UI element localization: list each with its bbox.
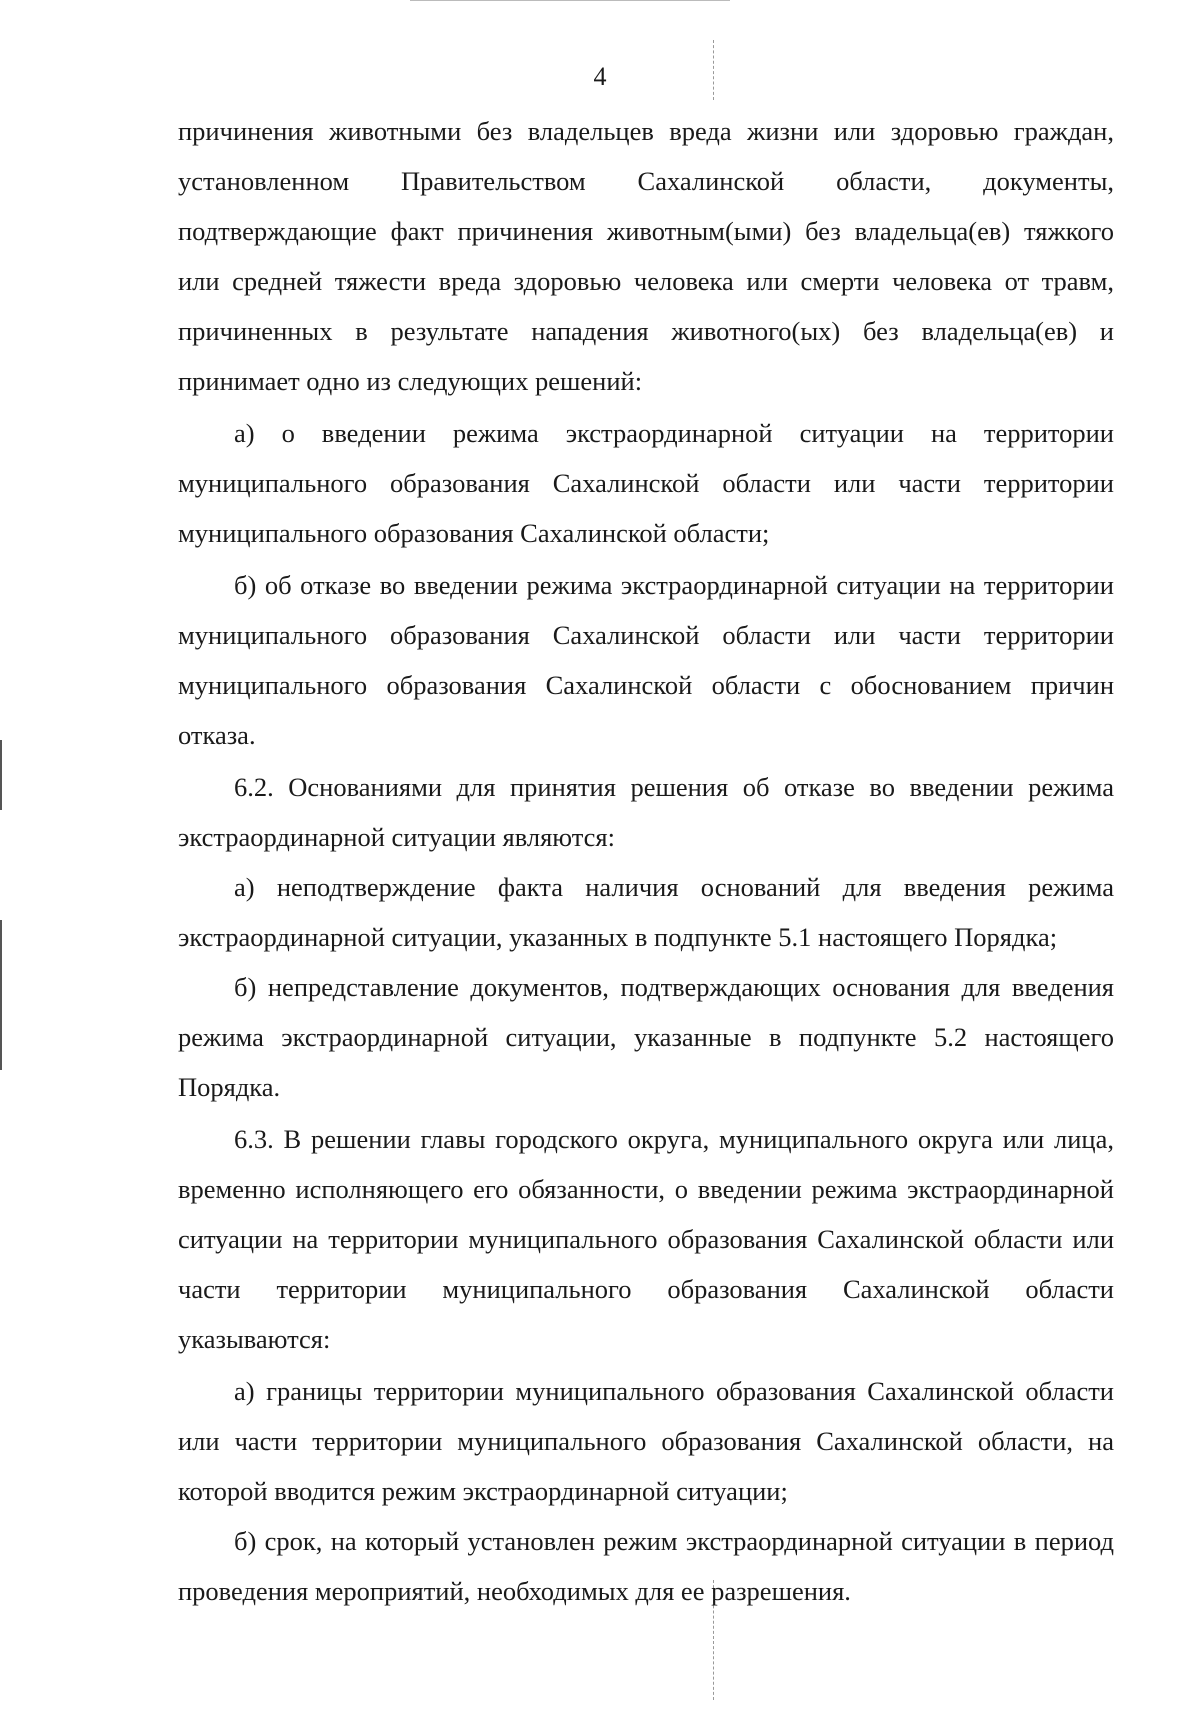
paragraph-item-a: а) о введении режима экстраординарной ситуации на территории муниципального образования Сахалинской области или части территории муниципального образования Сахалинской области; [178,418,1114,548]
paragraph-6-2-item-b: б) непредставление документов, подтверждающих основания для введения режима экстраординарной ситуации, указанные в подпункте 5.2 настоящего Порядка. [178,972,1114,1102]
paragraph-6-3-item-b: б) срок, на который установлен режим экстраординарной ситуации в период проведения мероприятий, необходимых для ее разрешения. [178,1526,1114,1606]
paragraph-6-2: 6.2. Основаниями для принятия решения об отказе во введении режима экстраординарной ситуации являются: [178,772,1114,852]
paragraph-continuation: причинения животными без владельцев вреда жизни или здоровью граждан, установленном Правительством Сахалинской области, документы, подтверждающие факт причинения животным(ыми) без владельца(ев) тяжкого или средней тяжести вреда здоровью человека или смерти человека от травм, причиненных в результате нападения животного(ых) без владельца(ев) и принимает одно из следующих решений: [178,116,1114,396]
scan-edge-mark [0,740,2,810]
paragraph-6-2-item-a: а) неподтверждение факта наличия оснований для введения режима экстраординарной ситуации, указанных в подпункте 5.1 настоящего Порядка; [178,872,1114,952]
paragraph-6-3-item-a: а) границы территории муниципального образования Сахалинской области или части территории муниципального образования Сахалинской области, на которой вводится режим экстраординарной ситуации; [178,1376,1114,1506]
scan-edge-mark [0,920,2,1070]
page-number: 4 [593,62,607,91]
paragraph-6-3: 6.3. В решении главы городского округа, муниципального округа или лица, временно исполняющего его обязанности, о введении режима экстраординарной ситуации на территории муниципального образования Сахалинской области или части территории муниципального образования Сахалинской области указываются: [178,1124,1114,1354]
document-body [178,106,1114,1616]
paragraph-item-b: б) об отказе во введении режима экстраординарной ситуации на территории муниципального образования Сахалинской области или части территории муниципального образования Сахалинской области с обоснованием причин отказа. [178,570,1114,750]
scan-mark-top [410,0,730,1]
